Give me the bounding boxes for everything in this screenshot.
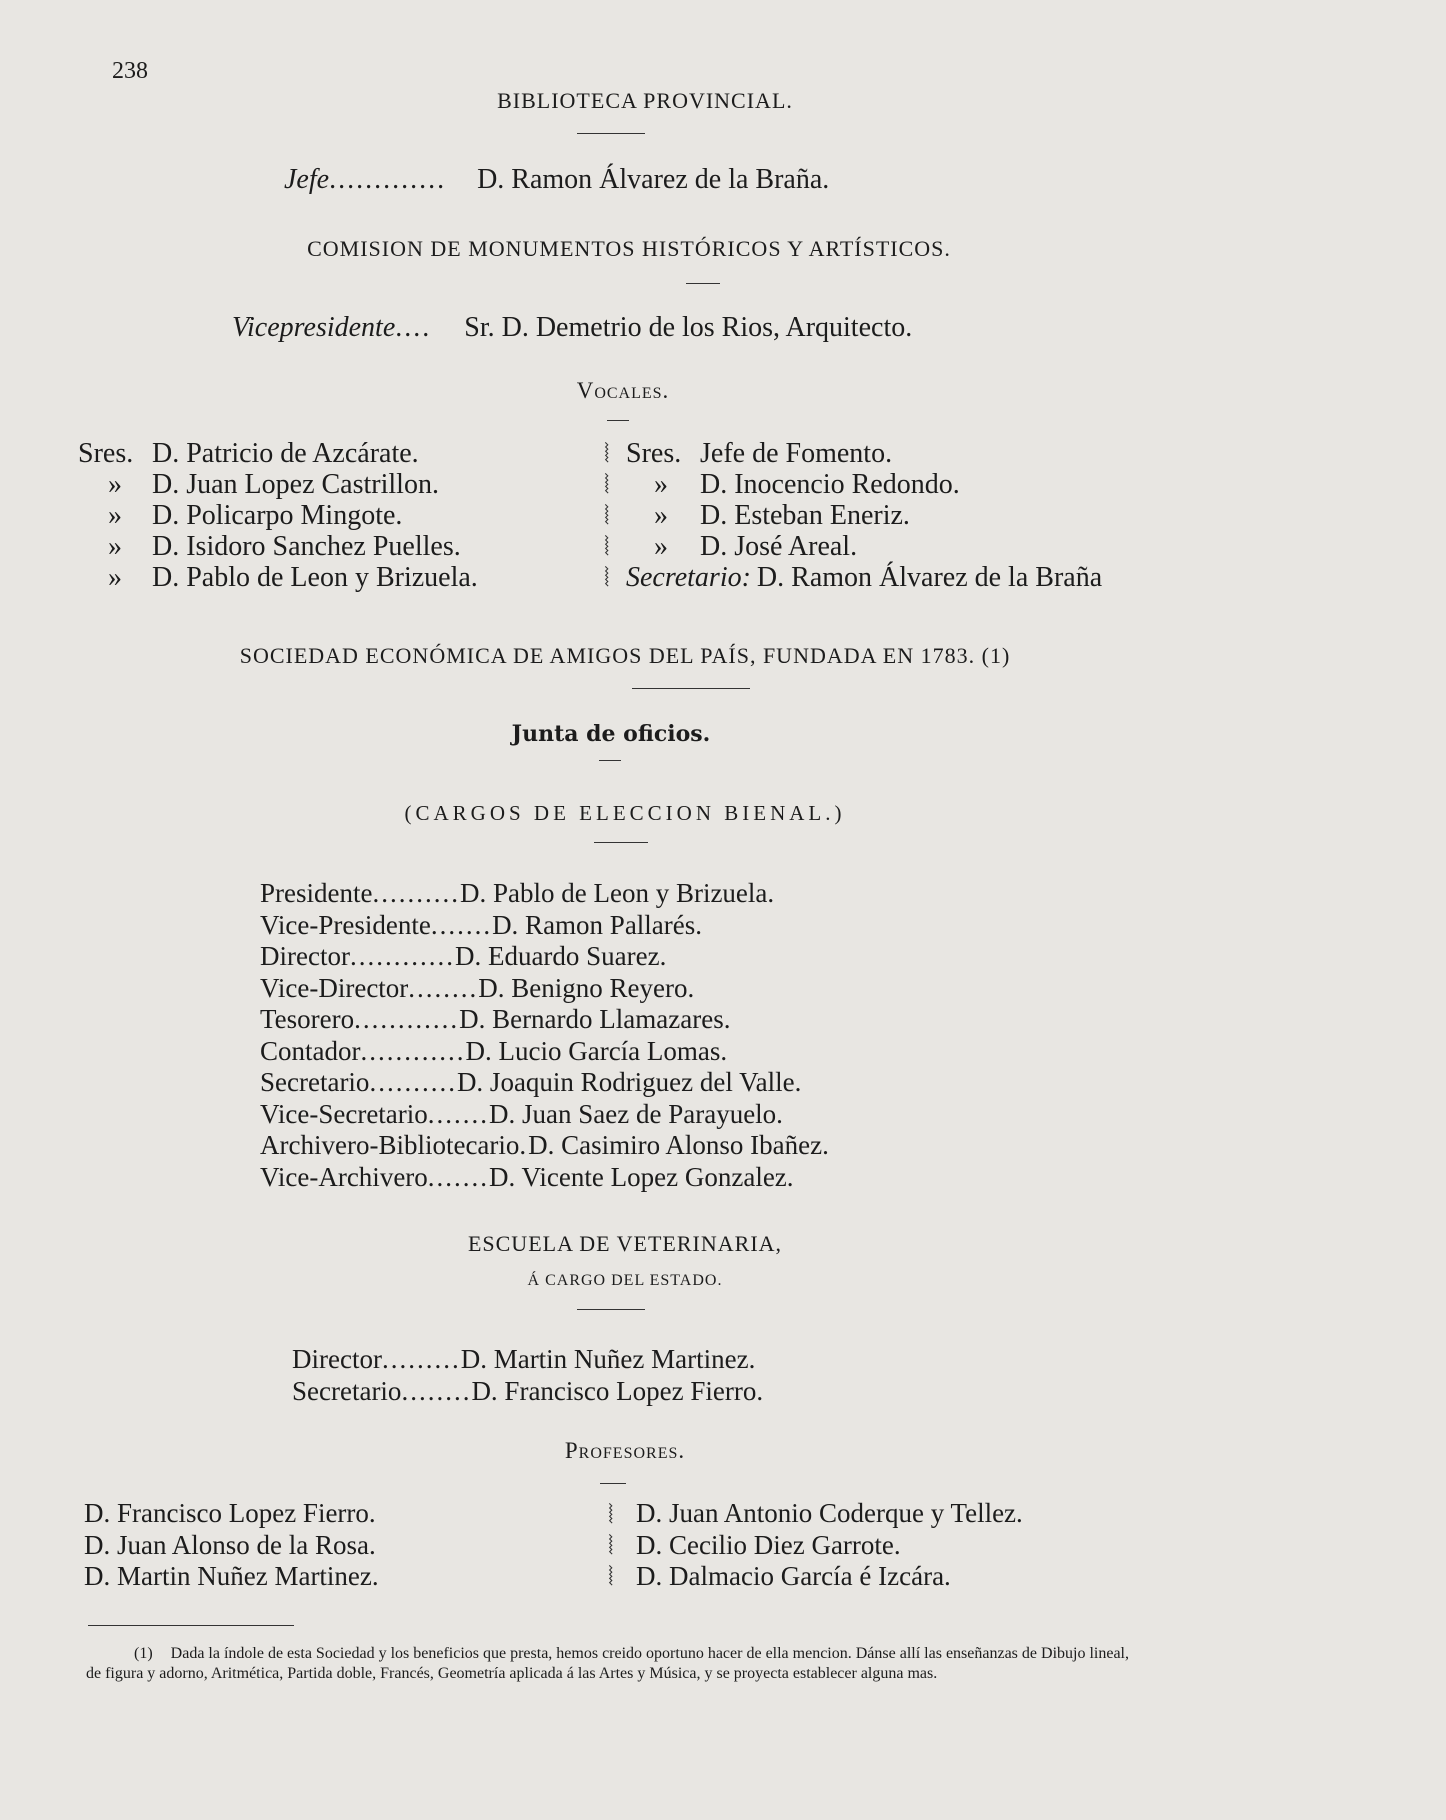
officer-row xyxy=(260,1067,829,1099)
officer-row xyxy=(260,941,829,973)
officer-label xyxy=(260,1099,489,1129)
biblioteca-jefe-row xyxy=(284,164,829,196)
divider xyxy=(632,688,750,689)
cargos-title: (CARGOS DE ELECCION BIENAL.) xyxy=(404,801,846,825)
profesor-row: D. Martin Nuñez Martinez. xyxy=(84,1561,379,1591)
officer-title: Presidente xyxy=(260,878,373,908)
vocal-prefix: » xyxy=(108,531,122,562)
leader-dots: ........ xyxy=(408,972,479,1003)
leader-dots: ............. xyxy=(329,164,447,195)
escuela-title: ESCUELA DE VETERINARIA, xyxy=(467,1231,783,1256)
vocales-left xyxy=(78,438,478,593)
officer-row xyxy=(292,1375,763,1407)
officer-row xyxy=(292,1343,763,1375)
vocal-prefix: » xyxy=(654,500,668,531)
profesores-right xyxy=(636,1498,1023,1593)
vocal-row xyxy=(626,438,1102,469)
vocal-name: Jefe de Fomento. xyxy=(700,438,893,469)
divider xyxy=(686,283,720,284)
vocal-name: D. José Areal. xyxy=(700,531,858,562)
brace-glyph: ⦚ xyxy=(604,563,610,592)
profesor-row: D. Francisco Lopez Fierro. xyxy=(84,1498,376,1528)
leader-dots: ........ xyxy=(401,1376,472,1406)
vice-label: Vicepresidente xyxy=(232,312,396,343)
vocal-name: D. Esteban Eneriz. xyxy=(700,500,910,531)
officer-name: D. Eduardo Suarez. xyxy=(454,941,667,971)
vocal-row xyxy=(78,469,478,500)
brace-glyph: ⦚ xyxy=(604,532,610,561)
vocal-prefix: » xyxy=(654,469,668,500)
vocal-name: D. Inocencio Redondo. xyxy=(700,469,960,500)
officer-name: D. Pablo de Leon y Brizuela. xyxy=(459,878,775,908)
vocal-row xyxy=(78,531,478,562)
vocal-name: D. Juan Lopez Castrillon. xyxy=(152,469,439,500)
officer-name: D. Vicente Lopez Gonzalez. xyxy=(489,1161,794,1192)
brace-glyph: ⦚ xyxy=(608,1500,614,1529)
escuela-subtitle: Á CARGO DEL ESTADO. xyxy=(527,1272,723,1289)
vocales-title xyxy=(0,378,1346,404)
vocal-prefix: » xyxy=(108,562,122,593)
officer-name: D. Juan Saez de Parayuelo. xyxy=(489,1098,783,1129)
brace-glyph: ⦚ xyxy=(604,501,610,530)
comision-vice-row xyxy=(232,312,912,344)
vocal-name: D. Patricio de Azcárate. xyxy=(152,438,419,469)
junta-title: Junta de oficios. xyxy=(511,721,711,747)
brace-glyph: ⦚ xyxy=(604,439,610,468)
leader-dots: ............ xyxy=(349,941,455,971)
footnote-marker: (1) xyxy=(134,1645,153,1662)
vocal-name: D. Pablo de Leon y Brizuela. xyxy=(152,562,478,593)
officer-name: D. Joaquin Rodriguez del Valle. xyxy=(456,1067,802,1097)
officer-title: Vice-Director xyxy=(260,972,409,1003)
officer-title: Tesorero xyxy=(260,1004,355,1034)
sociedad-officers xyxy=(260,878,829,1193)
officer-name: D. Casimiro Alonso Ibañez. xyxy=(528,1130,829,1160)
vocal-row xyxy=(626,469,1102,500)
profesor-row: D. Dalmacio García é Izcára. xyxy=(636,1561,951,1591)
sociedad-title: SOCIEDAD ECONÓMICA DE AMIGOS DEL PAÍS, FUNDADA EN 1783. (1) xyxy=(239,643,1011,668)
officer-label xyxy=(292,1344,461,1374)
page-number: 238 xyxy=(112,58,148,84)
officer-title: Director xyxy=(260,941,350,971)
vocal-name: D. Isidoro Sanchez Puelles. xyxy=(152,531,461,562)
vocales-right xyxy=(626,438,1102,593)
officer-row xyxy=(260,1130,829,1162)
vocal-prefix: » xyxy=(108,469,122,500)
secretario-label: Secretario: xyxy=(626,562,751,593)
secretario-row xyxy=(626,562,1102,593)
vocal-prefix: » xyxy=(654,531,668,562)
vocal-name: D. Policarpo Mingote. xyxy=(152,500,403,531)
biblioteca-title: BIBLIOTECA PROVINCIAL. xyxy=(497,88,793,113)
divider xyxy=(607,420,629,421)
officer-label xyxy=(260,1067,457,1097)
officer-label xyxy=(260,1130,528,1160)
footnote xyxy=(86,1644,1146,1684)
divider xyxy=(599,760,621,761)
leader-dots: ............ xyxy=(354,1004,460,1034)
jefe-label: Jefe xyxy=(284,164,330,195)
brace-glyph: ⦚ xyxy=(604,470,610,499)
divider xyxy=(577,133,645,134)
leader-dots: ............ xyxy=(360,1035,466,1066)
profesores-left xyxy=(84,1498,379,1593)
officer-name: D. Bernardo Llamazares. xyxy=(459,1004,731,1034)
jefe-name: D. Ramon Álvarez de la Braña. xyxy=(477,164,830,195)
leader-dots: ......... xyxy=(381,1344,461,1374)
officer-row xyxy=(260,910,829,942)
vocal-row xyxy=(626,500,1102,531)
leader-dots: ....... xyxy=(427,1161,490,1192)
vocal-row xyxy=(78,438,478,469)
officer-label xyxy=(260,1162,489,1192)
vice-name: Sr. D. Demetrio de los Rios, Arquitecto. xyxy=(464,312,913,343)
officer-row xyxy=(260,1036,829,1068)
officer-name: D. Francisco Lopez Fierro. xyxy=(471,1376,764,1406)
officer-name: D. Benigno Reyero. xyxy=(478,972,695,1003)
officer-label xyxy=(292,1376,471,1406)
leader-dots: ....... xyxy=(430,909,493,940)
profesores-title xyxy=(0,1438,1348,1464)
divider xyxy=(600,1483,626,1484)
officer-row xyxy=(260,973,829,1005)
officer-row xyxy=(260,878,829,910)
officer-title: Vice-Presidente xyxy=(260,909,431,940)
officer-title: Contador xyxy=(260,1035,361,1066)
brace-column xyxy=(608,1499,613,1592)
officer-row xyxy=(260,1162,829,1194)
vocal-row xyxy=(626,531,1102,562)
officer-label xyxy=(260,941,455,971)
vocal-row xyxy=(78,500,478,531)
officer-title: Vice-Secretario xyxy=(260,1098,428,1129)
officer-name: D. Ramon Pallarés. xyxy=(492,909,703,940)
escuela-officers xyxy=(292,1343,763,1407)
leader-dots: .... xyxy=(395,312,432,343)
officer-label xyxy=(260,973,478,1003)
leader-dots: .......... xyxy=(369,1067,457,1097)
officer-label xyxy=(260,1004,459,1034)
officer-title: Vice-Archivero xyxy=(260,1161,428,1192)
vocal-row xyxy=(78,562,478,593)
profesores-title-text: Profesores. xyxy=(564,1438,686,1463)
profesor-row: D. Juan Antonio Coderque y Tellez. xyxy=(636,1498,1023,1528)
divider xyxy=(594,842,648,843)
brace-glyph: ⦚ xyxy=(608,1562,614,1591)
leader-dots: . xyxy=(519,1130,529,1160)
leader-dots: ....... xyxy=(427,1098,490,1129)
officer-title: Secretario xyxy=(260,1067,370,1097)
officer-label xyxy=(260,1036,466,1066)
officer-name: D. Lucio García Lomas. xyxy=(465,1035,728,1066)
divider xyxy=(577,1309,645,1310)
officer-title: Secretario xyxy=(292,1376,402,1406)
vocal-prefix: » xyxy=(108,500,122,531)
vocales-title-text: Vocales. xyxy=(576,378,670,403)
officer-title: Director xyxy=(292,1344,382,1374)
officer-row xyxy=(260,1099,829,1131)
profesor-row: D. Cecilio Diez Garrote. xyxy=(636,1529,901,1560)
vocal-prefix: Sres. xyxy=(626,438,682,469)
brace-column xyxy=(604,438,609,593)
officer-row xyxy=(260,1004,829,1036)
comision-title: COMISION DE MONUMENTOS HISTÓRICOS Y ARTÍSTICOS. xyxy=(307,236,951,261)
officer-label xyxy=(260,878,460,908)
profesor-row: D. Juan Alonso de la Rosa. xyxy=(84,1529,376,1560)
vocal-prefix: Sres. xyxy=(78,438,134,469)
footnote-divider xyxy=(88,1625,294,1626)
leader-dots: .......... xyxy=(372,878,460,908)
officer-title: Archivero-Bibliotecario xyxy=(260,1130,520,1160)
officer-label xyxy=(260,910,492,940)
secretario-name: D. Ramon Álvarez de la Braña xyxy=(756,562,1103,593)
footnote-text: Dada la índole de esta Sociedad y los beneficios que presta, hemos creido oportuno hacer de ella mencion. Dánse allí las enseñanzas de Dibujo lineal, de figura y adorno, Aritmética, Partida doble, Francés, Geometría aplicada á las Artes y Música, y se proyecta establecer alguna mas. xyxy=(86,1645,1129,1682)
officer-name: D. Martin Nuñez Martinez. xyxy=(460,1344,756,1374)
brace-glyph: ⦚ xyxy=(608,1531,614,1560)
